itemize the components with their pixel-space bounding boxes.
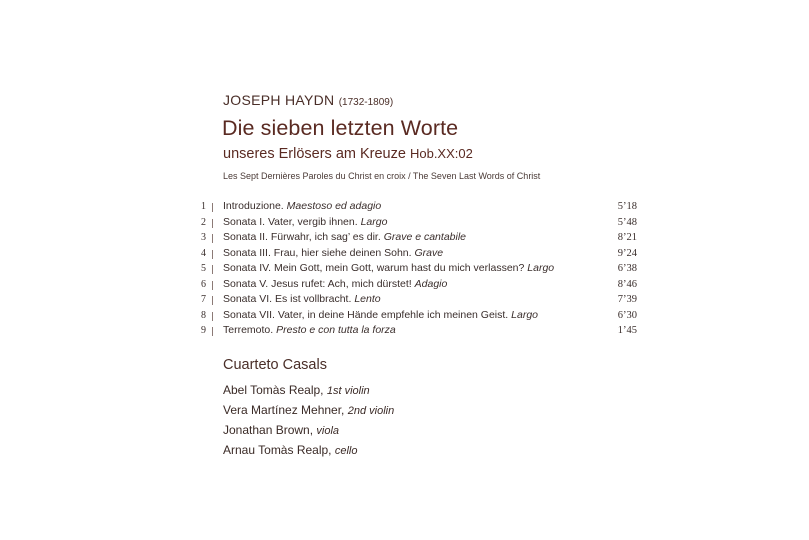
track-row bbox=[190, 323, 640, 339]
track-title-line bbox=[223, 246, 443, 262]
track-divider bbox=[212, 219, 213, 228]
track-row bbox=[190, 199, 640, 215]
track-row bbox=[190, 261, 640, 277]
track-tempo: Largo bbox=[511, 308, 539, 321]
track-tempo: Largo bbox=[360, 215, 388, 228]
member-line bbox=[223, 440, 394, 460]
composer-name: JOSEPH HAYDN bbox=[223, 92, 335, 108]
track-row bbox=[190, 292, 640, 308]
track-row bbox=[190, 230, 640, 246]
catalog-number: Hob.XX:02 bbox=[409, 146, 473, 161]
track-divider bbox=[212, 281, 213, 290]
track-number: 7 bbox=[201, 294, 206, 305]
track-title: Sonata VI. Es ist vollbracht. bbox=[223, 293, 352, 305]
member-name: Vera Martínez Mehner, bbox=[223, 403, 345, 417]
track-duration: 5’48 bbox=[617, 216, 637, 228]
track-divider bbox=[212, 203, 213, 212]
member-instrument: viola bbox=[316, 425, 340, 437]
member-name: Abel Tomàs Realp, bbox=[223, 383, 324, 397]
track-number: 9 bbox=[201, 325, 206, 336]
member-instrument: cello bbox=[334, 445, 358, 457]
track-tempo: Adagio bbox=[414, 277, 448, 290]
track-title: Terremoto. bbox=[223, 324, 274, 336]
track-title: Sonata I. Vater, vergib ihnen. bbox=[223, 215, 358, 228]
track-title: Sonata II. Fürwahr, ich sag’ es dir. bbox=[223, 231, 381, 243]
track-tempo: Maestoso ed adagio bbox=[286, 200, 382, 212]
track-number: 3 bbox=[201, 232, 206, 243]
track-number: 6 bbox=[201, 278, 206, 290]
track-title: Sonata V. Jesus rufet: Ach, mich dürstet! bbox=[223, 277, 412, 290]
track-duration: 8’21 bbox=[617, 232, 637, 243]
member-instrument: 1st violin bbox=[326, 385, 370, 397]
track-divider bbox=[212, 312, 213, 321]
ensemble-name: Cuarteto Casals bbox=[223, 357, 327, 373]
track-duration: 1’45 bbox=[617, 325, 637, 336]
work-title: Die sieben letzten Worte bbox=[222, 116, 459, 140]
track-title: Introduzione. bbox=[223, 200, 284, 212]
composer-dates: (1732-1809) bbox=[338, 97, 394, 108]
track-title-line bbox=[223, 308, 538, 324]
track-number: 5 bbox=[201, 263, 206, 274]
composer-line bbox=[223, 92, 393, 108]
track-list bbox=[190, 199, 640, 339]
track-tempo: Grave e cantabile bbox=[383, 231, 467, 243]
track-tempo: Presto e con tutta la forza bbox=[276, 324, 396, 336]
track-number: 2 bbox=[201, 216, 206, 228]
track-tempo: Grave bbox=[414, 246, 444, 259]
member-line bbox=[223, 380, 394, 400]
member-name: Arnau Tomàs Realp, bbox=[223, 443, 332, 457]
track-row bbox=[190, 308, 640, 324]
track-duration: 7’39 bbox=[617, 294, 637, 305]
track-title-line bbox=[223, 199, 381, 215]
track-title-line bbox=[223, 215, 387, 231]
track-number: 4 bbox=[201, 247, 206, 259]
track-duration: 5’18 bbox=[617, 201, 637, 212]
track-title: Sonata VII. Vater, in deine Hände empfehle ich meinen Geist. bbox=[223, 308, 509, 321]
work-subtitle bbox=[223, 146, 473, 162]
track-duration: 6’38 bbox=[617, 263, 637, 274]
subtitle-text: unseres Erlösers am Kreuze bbox=[223, 146, 406, 162]
track-number: 1 bbox=[201, 201, 206, 212]
track-title-line bbox=[223, 323, 396, 339]
ensemble-members bbox=[223, 380, 394, 460]
track-divider bbox=[212, 265, 213, 274]
track-duration: 9’24 bbox=[617, 247, 637, 259]
track-title-line bbox=[223, 292, 381, 308]
track-title-line bbox=[223, 277, 447, 293]
track-duration: 8’46 bbox=[617, 278, 637, 290]
track-title-line bbox=[223, 230, 466, 246]
track-row bbox=[190, 246, 640, 262]
track-divider bbox=[212, 250, 213, 259]
member-name: Jonathan Brown, bbox=[223, 423, 314, 437]
track-divider bbox=[212, 234, 213, 243]
track-tempo: Lento bbox=[354, 293, 381, 305]
track-title: Sonata IV. Mein Gott, mein Gott, warum hast du mich verlassen? bbox=[223, 262, 525, 274]
member-line bbox=[223, 420, 394, 440]
member-instrument: 2nd violin bbox=[347, 405, 395, 417]
track-number: 8 bbox=[201, 309, 206, 321]
track-tempo: Largo bbox=[527, 262, 555, 274]
track-duration: 6’30 bbox=[617, 309, 637, 321]
track-row bbox=[190, 215, 640, 231]
title-translation: Les Sept Dernières Paroles du Christ en croix / The Seven Last Words of Christ bbox=[223, 171, 541, 181]
track-title-line bbox=[223, 261, 554, 277]
member-line bbox=[223, 400, 394, 420]
track-title: Sonata III. Frau, hier siehe deinen Sohn. bbox=[223, 246, 412, 259]
track-row bbox=[190, 277, 640, 293]
track-divider bbox=[212, 296, 213, 305]
track-divider bbox=[212, 327, 213, 336]
